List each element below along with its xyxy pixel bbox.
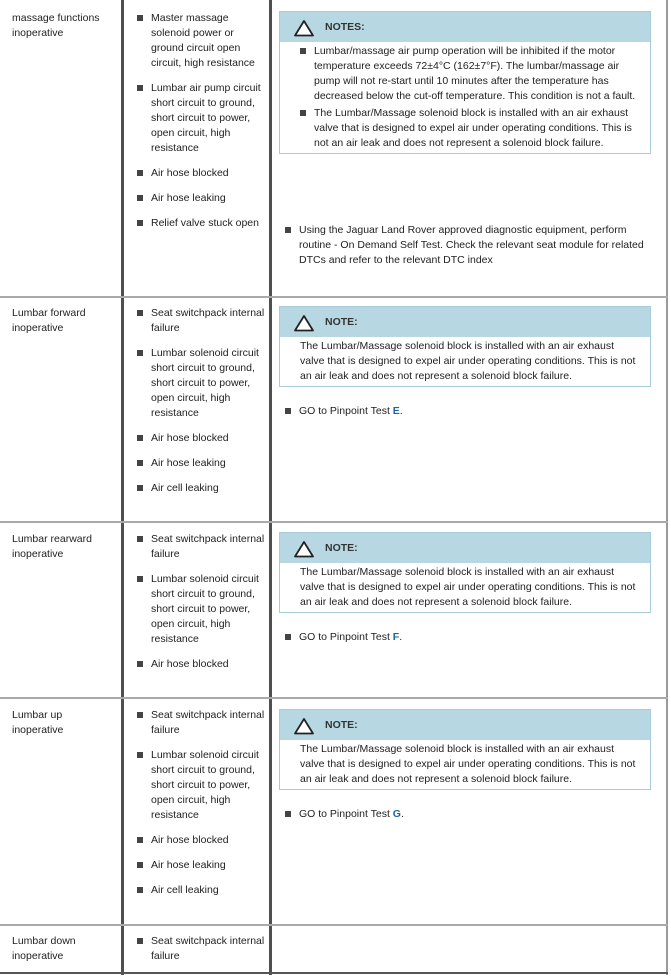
cause-item: Air hose leaking: [137, 456, 265, 471]
warning-triangle-icon: [293, 540, 315, 558]
row-divider: [0, 697, 668, 699]
warning-triangle-icon: [293, 314, 315, 332]
table-border-right: [666, 0, 668, 975]
cause-item: Air hose blocked: [137, 166, 265, 181]
row-divider: [0, 521, 668, 523]
action-item: GO to Pinpoint Test G.: [285, 807, 655, 822]
note-title: NOTE:: [325, 316, 358, 328]
action-list: [285, 807, 655, 822]
action-list: [285, 404, 655, 419]
cause-item: Air cell leaking: [137, 481, 265, 496]
warning-triangle-icon: [293, 717, 315, 735]
cause-item: Air hose blocked: [137, 431, 265, 446]
note-text: The Lumbar/Massage solenoid block is installed with an air exhaust valve that is designed to expel air under operating conditions. This is not an air leak and does not represent a solenoid block failure.: [300, 340, 636, 382]
cause-item: Air cell leaking: [137, 883, 265, 898]
possible-causes-list: [137, 708, 265, 908]
cause-item: Air hose leaking: [137, 858, 265, 873]
note-title: NOTE:: [325, 719, 358, 731]
cause-item: Lumbar solenoid circuit short circuit to ground, short circuit to power, open circuit, high resistance: [137, 748, 265, 823]
cause-item: Seat switchpack internal failure: [137, 532, 265, 562]
cause-item: Air hose leaking: [137, 191, 265, 206]
cause-item: Seat switchpack internal failure: [137, 934, 265, 964]
row-divider: [0, 924, 668, 926]
possible-causes-list: [137, 532, 265, 682]
action-item: GO to Pinpoint Test F.: [285, 630, 655, 645]
column-divider-left: [121, 0, 124, 975]
cause-item: Seat switchpack internal failure: [137, 306, 265, 336]
note-header: [280, 533, 650, 563]
note-title: NOTE:: [325, 542, 358, 554]
warning-triangle-icon: [293, 19, 315, 37]
note-text: The Lumbar/Massage solenoid block is installed with an air exhaust valve that is designed to expel air under operating conditions. This is not an air leak and does not represent a solenoid block failure.: [300, 566, 636, 608]
action-list: [285, 630, 655, 645]
note-header: [280, 12, 650, 42]
cause-item: Lumbar air pump circuit short circuit to ground, short circuit to power, open circuit, high resistance: [137, 81, 265, 156]
table-bottom-border: [0, 972, 668, 974]
possible-causes-list: [137, 11, 265, 241]
note-box: [279, 709, 651, 790]
cause-item: Air hose blocked: [137, 657, 265, 672]
symptom-cell: Lumbar forward inoperative: [12, 307, 86, 334]
possible-causes-list: [137, 934, 265, 974]
note-header: [280, 307, 650, 337]
note-box: [279, 532, 651, 613]
pinpoint-test-link[interactable]: E: [392, 405, 400, 417]
row-divider: [0, 296, 668, 298]
note-header: [280, 710, 650, 740]
note-title: NOTES:: [325, 21, 365, 33]
cause-item: Lumbar solenoid circuit short circuit to ground, short circuit to power, open circuit, high resistance: [137, 346, 265, 421]
cause-item: Lumbar solenoid circuit short circuit to ground, short circuit to power, open circuit, high resistance: [137, 572, 265, 647]
note-box: [279, 306, 651, 387]
cause-item: Relief valve stuck open: [137, 216, 265, 231]
cause-item: Seat switchpack internal failure: [137, 708, 265, 738]
action-item: Using the Jaguar Land Rover approved diagnostic equipment, perform routine - On Demand Self Test. Check the relevant seat module for related DTCs and refer to the relevant DTC index: [285, 223, 655, 268]
note-text: The Lumbar/Massage solenoid block is installed with an air exhaust valve that is designed to expel air under operating conditions. This is not an air leak and does not represent a solenoid block failure.: [300, 743, 636, 785]
symptom-cell: massage functions inoperative: [12, 12, 100, 39]
action-list: [285, 223, 655, 268]
possible-causes-list: [137, 306, 265, 506]
symptom-cell: Lumbar rearward inoperative: [12, 533, 92, 560]
column-divider-right: [269, 0, 272, 975]
note-item: Lumbar/massage air pump operation will be inhibited if the motor temperature exceeds 72±4°C (162±7°F). The lumbar/massage air pump will not re-start until 10 minutes after the temperature has decreased below the cut-off temperature. This condition is not a fault.: [300, 44, 640, 104]
pinpoint-test-link[interactable]: G: [392, 808, 401, 820]
action-item: GO to Pinpoint Test E.: [285, 404, 655, 419]
cause-item: Master massage solenoid power or ground circuit open circuit, high resistance: [137, 11, 265, 71]
cause-item: Air hose blocked: [137, 833, 265, 848]
pinpoint-test-link[interactable]: F: [392, 631, 400, 643]
notes-box: [279, 11, 651, 154]
symptom-cell: Lumbar up inoperative: [12, 709, 64, 736]
symptom-cell: Lumbar down inoperative: [12, 935, 76, 962]
note-item: The Lumbar/Massage solenoid block is installed with an air exhaust valve that is designed to expel air under operating conditions. This is not an air leak and does not represent a solenoid block failure.: [300, 106, 640, 151]
